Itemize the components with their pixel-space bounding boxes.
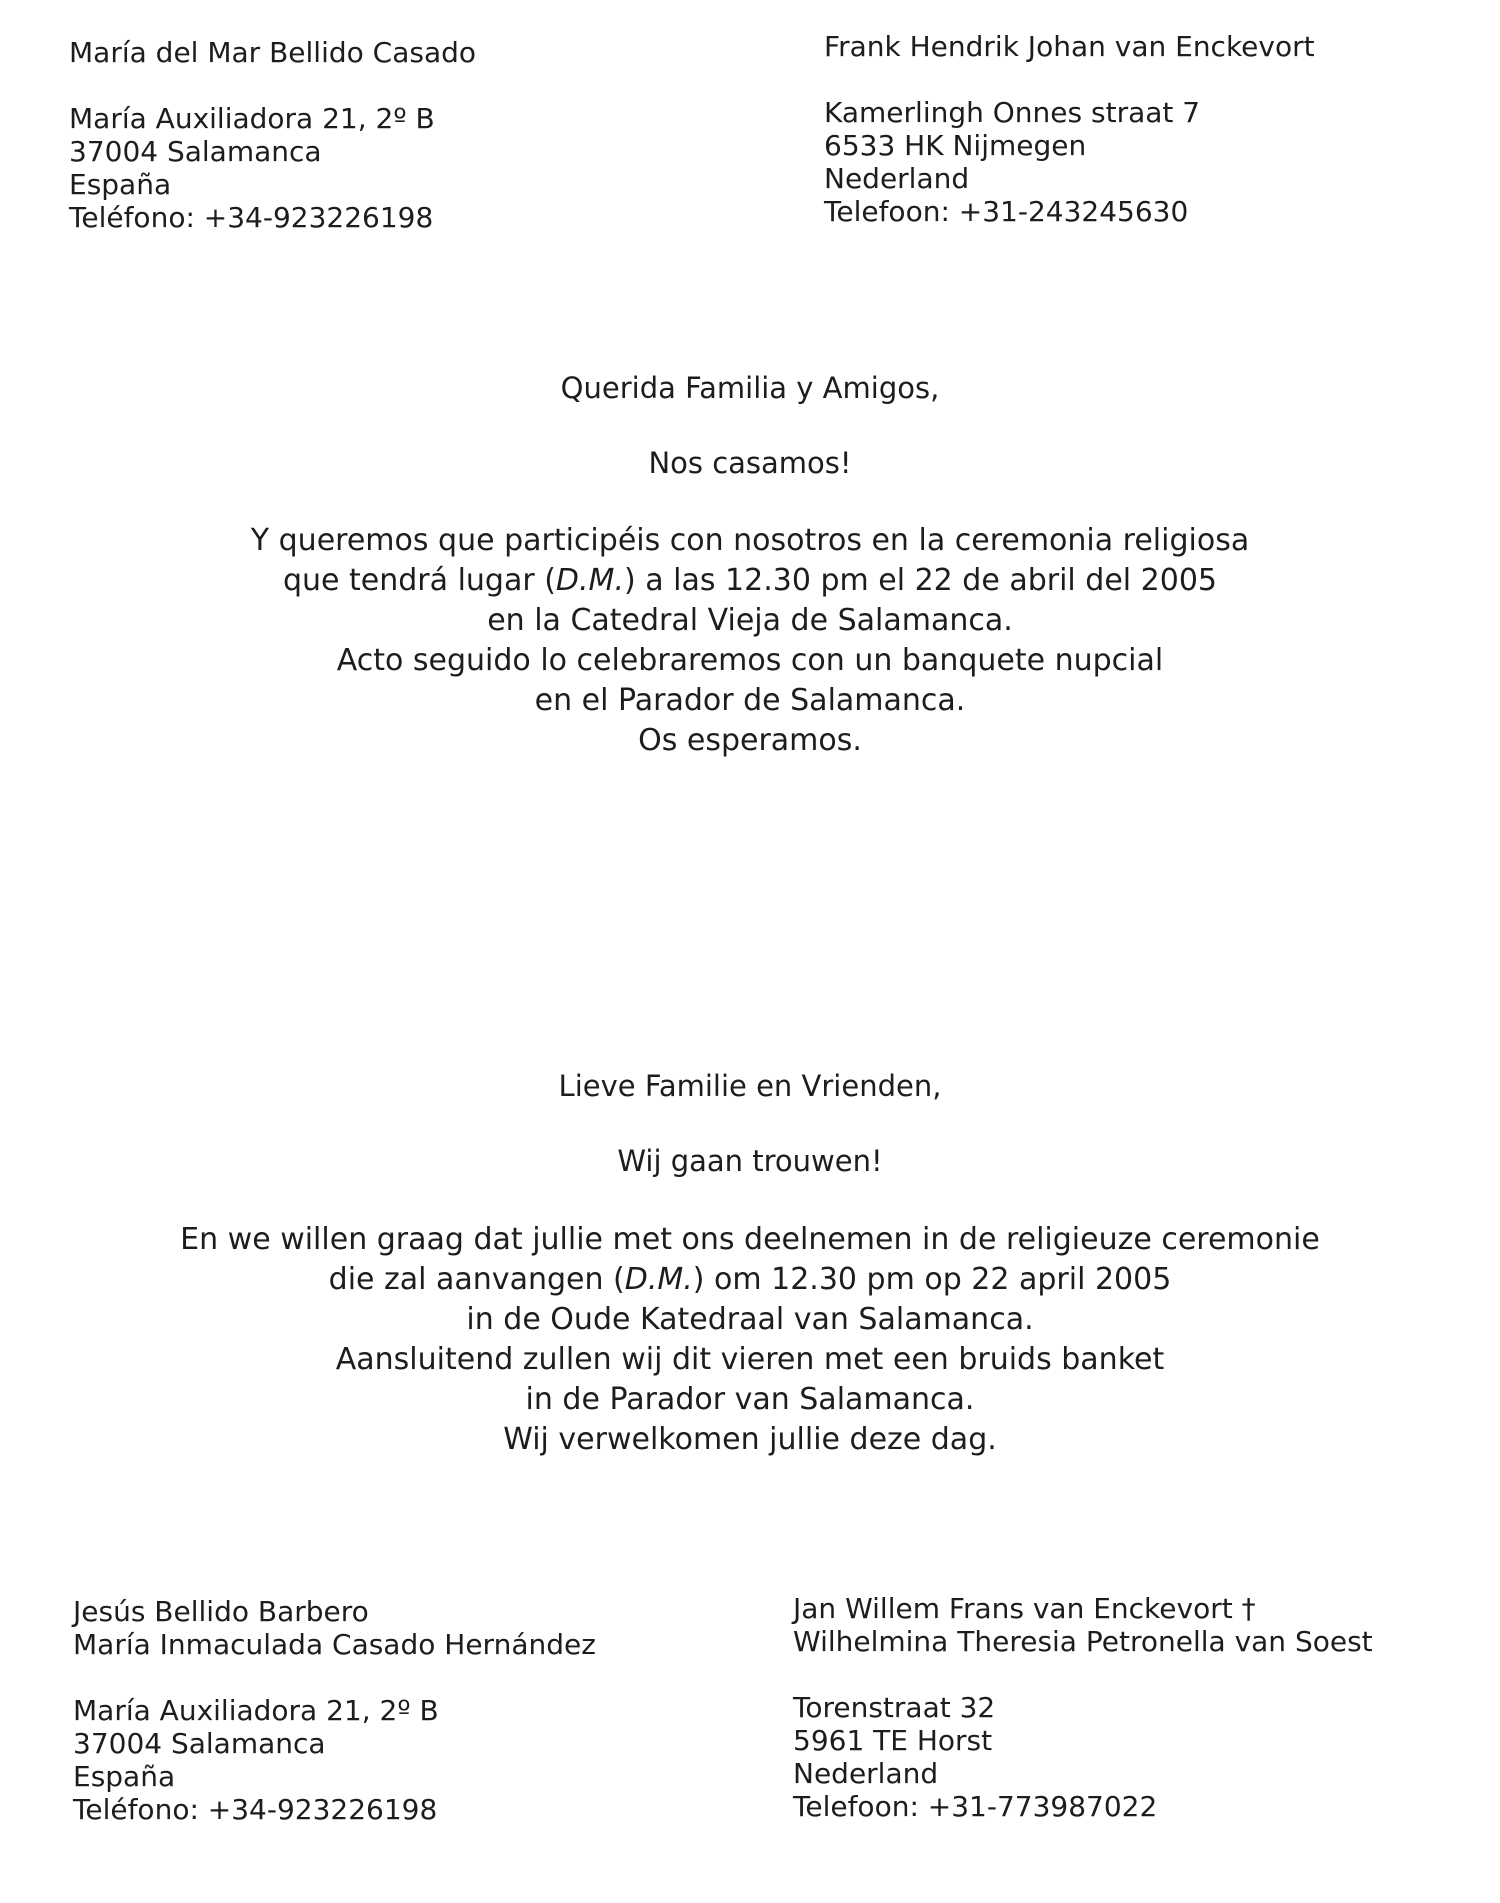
groom-phone: Telefoon: +31-243245630 bbox=[824, 195, 1189, 228]
groom-parents-country: Nederland bbox=[793, 1757, 939, 1790]
groom-street: Kamerlingh Onnes straat 7 bbox=[824, 96, 1201, 129]
bride-parents-phone: Teléfono: +34-923226198 bbox=[73, 1793, 438, 1826]
text-fragment: que tendrá lugar ( bbox=[282, 563, 556, 598]
groom-parents-street: Torenstraat 32 bbox=[793, 1691, 996, 1724]
spanish-body-line: en la Catedral Vieja de Salamanca. bbox=[487, 603, 1013, 638]
bride-parents-street: María Auxiliadora 21, 2º B bbox=[73, 1694, 439, 1727]
bride-parents-country: España bbox=[73, 1760, 176, 1793]
bride-country: España bbox=[69, 168, 172, 201]
text-fragment: die zal aanvangen ( bbox=[328, 1262, 625, 1297]
bride-name: María del Mar Bellido Casado bbox=[69, 36, 477, 69]
text-fragment: ) om 12.30 pm op 22 april 2005 bbox=[692, 1262, 1172, 1297]
dutch-body-line: in de Parador van Salamanca. bbox=[525, 1382, 975, 1417]
dutch-body-line: in de Oude Katedraal van Salamanca. bbox=[466, 1302, 1034, 1337]
groom-parents-contact-block bbox=[793, 1592, 1373, 1823]
bride-city: 37004 Salamanca bbox=[69, 135, 322, 168]
bride-parents-contact-block bbox=[73, 1595, 596, 1826]
spanish-body-line bbox=[0, 561, 1500, 601]
dutch-announcement: Wij gaan trouwen! bbox=[617, 1144, 883, 1178]
bride-phone: Teléfono: +34-923226198 bbox=[69, 201, 434, 234]
dutch-body-line: Wij verwelkomen jullie deze dag. bbox=[503, 1422, 997, 1457]
groom-country: Nederland bbox=[824, 162, 970, 195]
spacer bbox=[824, 63, 1315, 96]
groom-parents-city: 5961 TE Horst bbox=[793, 1724, 993, 1757]
spanish-body-line: Os esperamos. bbox=[638, 723, 862, 758]
bride-mother-name: María Inmaculada Casado Hernández bbox=[73, 1628, 596, 1661]
dutch-body-line: En we willen graag dat jullie met ons deelnemen in de religieuze ceremonie bbox=[180, 1222, 1320, 1257]
groom-name: Frank Hendrik Johan van Enckevort bbox=[824, 30, 1315, 63]
spanish-body-line: en el Parador de Salamanca. bbox=[534, 683, 966, 718]
groom-mother-name: Wilhelmina Theresia Petronella van Soest bbox=[793, 1625, 1373, 1658]
spanish-salutation: Querida Familia y Amigos, bbox=[560, 371, 940, 405]
dutch-salutation: Lieve Familie en Vrienden, bbox=[558, 1069, 942, 1103]
bride-contact-block bbox=[69, 36, 476, 234]
bride-father-name: Jesús Bellido Barbero bbox=[73, 1595, 369, 1628]
text-fragment: ) a las 12.30 pm el 22 de abril del 2005 bbox=[623, 563, 1218, 598]
spacer bbox=[793, 1658, 1373, 1691]
spanish-announcement: Nos casamos! bbox=[648, 446, 852, 480]
spacer bbox=[73, 1661, 596, 1694]
bride-parents-city: 37004 Salamanca bbox=[73, 1727, 326, 1760]
spanish-body-line: Acto seguido lo celebraremos con un banquete nupcial bbox=[336, 643, 1164, 678]
groom-parents-phone: Telefoon: +31-773987022 bbox=[793, 1790, 1158, 1823]
dutch-body-line bbox=[0, 1260, 1500, 1300]
spanish-body-line: Y queremos que participéis con nosotros en la ceremonia religiosa bbox=[250, 523, 1250, 558]
dm-abbreviation: D.M. bbox=[624, 1262, 693, 1297]
dm-abbreviation: D.M. bbox=[555, 563, 624, 598]
groom-contact-block bbox=[824, 30, 1315, 228]
dutch-body bbox=[0, 1220, 1500, 1460]
spanish-body bbox=[0, 521, 1500, 761]
groom-father-name: Jan Willem Frans van Enckevort † bbox=[793, 1592, 1256, 1625]
groom-city: 6533 HK Nijmegen bbox=[824, 129, 1087, 162]
spacer bbox=[69, 69, 476, 102]
bride-street: María Auxiliadora 21, 2º B bbox=[69, 102, 435, 135]
dutch-body-line: Aansluitend zullen wij dit vieren met een bruids banket bbox=[335, 1342, 1165, 1377]
